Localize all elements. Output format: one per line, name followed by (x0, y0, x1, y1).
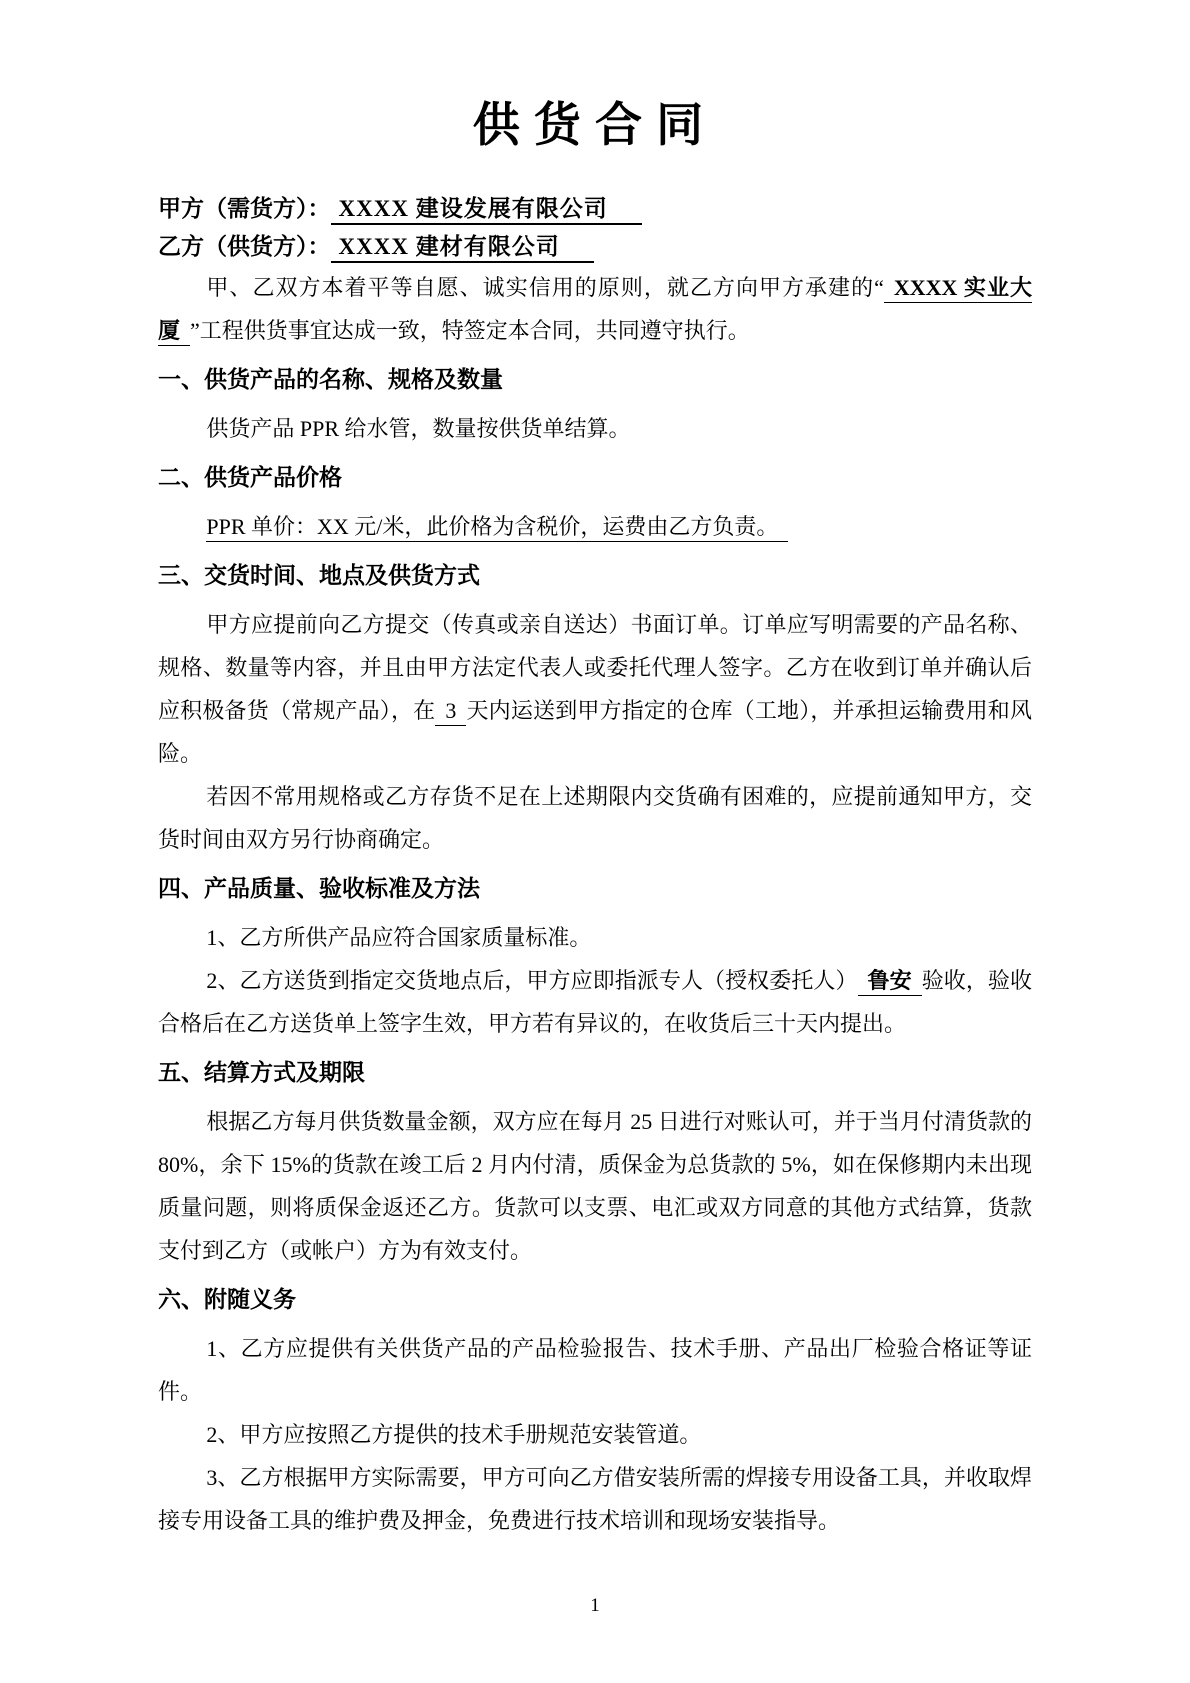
party-b-value: XXXX 建材有限公司 (331, 234, 594, 263)
section6-heading: 六、附随义务 (158, 1287, 296, 1312)
section2-body (158, 505, 1032, 548)
party-b-line (158, 228, 1032, 266)
section5-heading: 五、结算方式及期限 (158, 1060, 365, 1085)
project-name: XXXX 实业大厦 (158, 275, 1032, 346)
party-b-label: 乙方（供货方）： (158, 234, 331, 259)
delivery-days-value: 3 (435, 698, 466, 726)
section5-body: 根据乙方每月供货数量金额，双方应在每月 25 日进行对账认可，并于当月付清货款的 80%，余下 15%的货款在竣工后 2 月内付清，质保金为总货款的 5%，如在保修期内未出现质量问题，则将质保金返还乙方。货款可以支票、电汇或双方同意的其他方式结算，货款支付到乙方（或帐户）方为有效支付。 (158, 1109, 1032, 1263)
section4-item2-after: 验收，验收合格后在乙方送货单上签字生效，甲方若有异议的，在收货后三十天内提出。 (158, 968, 1032, 1036)
section3-para1-after: 天内运送到甲方指定的仓库（工地），并承担运输费用和风险。 (158, 698, 1032, 766)
section2-heading: 二、供货产品价格 (158, 465, 342, 490)
section3-para1-before: 甲方应提前向乙方提交（传真或亲自送达）书面订单。订单应写明需要的产品名称、规格、数量等内容，并且由甲方法定代表人或委托代理人签字。乙方在收到订单并确认后应积极备货（常规产品），在 (158, 612, 1032, 723)
party-a-value: XXXX 建设发展有限公司 (331, 196, 642, 225)
section3-paragraph1 (158, 603, 1032, 775)
section4-item1: 1、乙方所供产品应符合国家质量标准。 (206, 925, 592, 950)
section6-item3: 3、乙方根据甲方实际需要，甲方可向乙方借安装所需的焊接专用设备工具，并收取焊接专用设备工具的维护费及押金，免费进行技术培训和现场安装指导。 (158, 1465, 1032, 1533)
section4-item2 (158, 959, 1032, 1045)
section2-underlined-text: PPR 单价：XX 元/米，此价格为含税价，运费由乙方负责。 (206, 514, 788, 542)
party-a-line (158, 190, 1032, 228)
section4-heading: 四、产品质量、验收标准及方法 (158, 876, 480, 901)
preamble-text-after: ”工程供货事宜达成一致，特签定本合同，共同遵守执行。 (190, 318, 750, 343)
section6-item1: 1、乙方应提供有关供货产品的产品检验报告、技术手册、产品出厂检验合格证等证件。 (158, 1336, 1032, 1404)
section3-paragraph2: 若因不常用规格或乙方存货不足在上述期限内交货确有困难的，应提前通知甲方，交货时间由双方另行协商确定。 (158, 784, 1032, 852)
section1-body: 供货产品 PPR 给水管，数量按供货单结算。 (206, 416, 631, 441)
inspector-name: 鲁安 (858, 968, 922, 996)
document-title: 供货合同 (472, 100, 718, 152)
preamble-paragraph (158, 266, 1032, 352)
party-a-label: 甲方（需货方）： (158, 196, 331, 221)
section6-item2: 2、甲方应按照乙方提供的技术手册规范安装管道。 (206, 1422, 702, 1447)
section3-heading: 三、交货时间、地点及供货方式 (158, 563, 480, 588)
section1-heading: 一、供货产品的名称、规格及数量 (158, 367, 503, 392)
section4-item2-before: 2、乙方送货到指定交货地点后，甲方应即指派专人（授权委托人） (206, 968, 858, 993)
preamble-text-before: 甲、乙双方本着平等自愿、诚实信用的原则，就乙方向甲方承建的“ (206, 275, 884, 300)
page-number: 1 (590, 1595, 600, 1616)
